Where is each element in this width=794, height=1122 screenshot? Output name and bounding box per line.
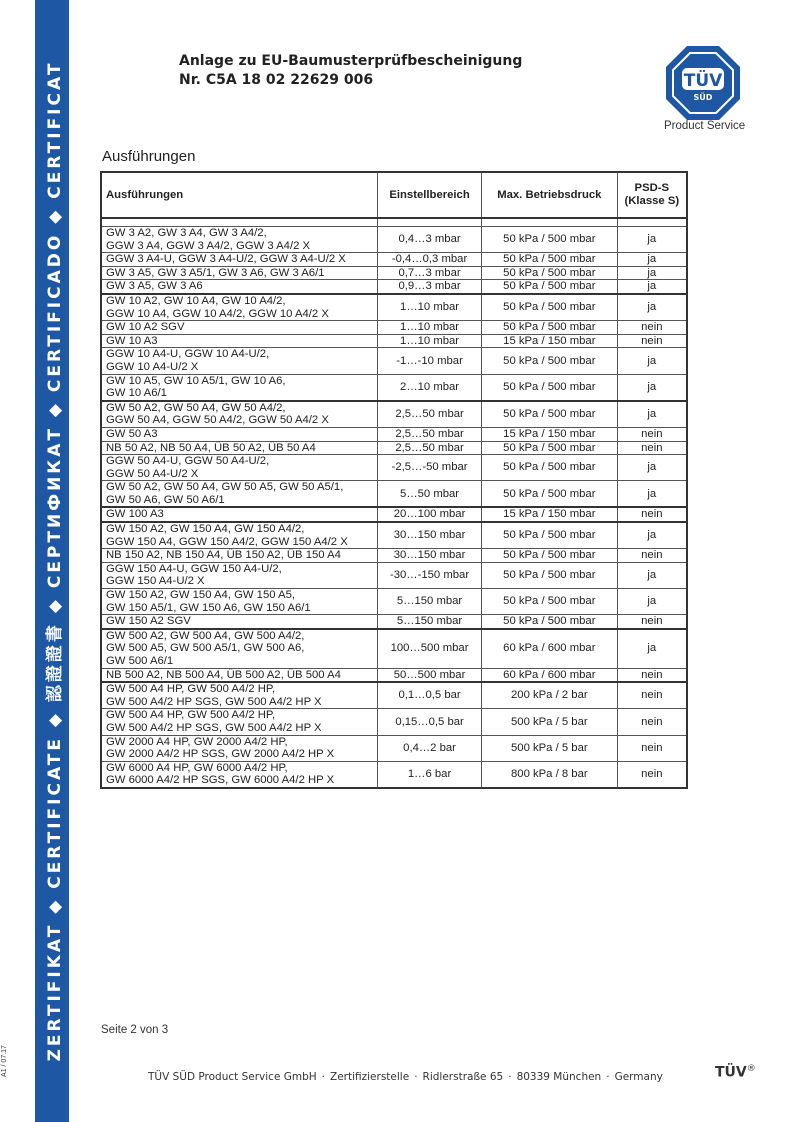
table-row [101, 522, 687, 549]
psd-cell: nein [617, 709, 687, 735]
table-row [101, 507, 687, 522]
variant-cell: GGW 50 A4-U, GGW 50 A4-U/2, GGW 50 A4-U/2 X [101, 455, 378, 481]
table-row [101, 441, 687, 455]
variant-cell: GW 2000 A4 HP, GW 2000 A4/2 HP, GW 2000 A4/2 HP SGS, GW 2000 A4/2 HP X [101, 735, 378, 761]
pressure-cell: 50 kPa / 500 mbar [482, 615, 618, 629]
variant-cell: NB 500 A2, NB 500 A4, ÜB 500 A2, ÜB 500 A4 [101, 668, 378, 682]
pressure-cell: 50 kPa / 500 mbar [482, 321, 618, 335]
table-row [101, 562, 687, 588]
psd-cell: ja [617, 589, 687, 615]
pressure-cell: 15 kPa / 150 mbar [482, 427, 618, 441]
variant-cell: GW 50 A2, GW 50 A4, GW 50 A4/2, GGW 50 A4, GGW 50 A4/2, GGW 50 A4/2 X [101, 401, 378, 428]
section-heading: Ausführungen [102, 148, 196, 165]
range-cell: -1…-10 mbar [378, 348, 482, 374]
variant-cell: GW 150 A2, GW 150 A4, GW 150 A5, GW 150 A5/1, GW 150 A6, GW 150 A6/1 [101, 589, 378, 615]
pressure-cell: 50 kPa / 500 mbar [482, 253, 618, 267]
variant-cell: GW 10 A2, GW 10 A4, GW 10 A4/2, GGW 10 A4, GGW 10 A4/2, GGW 10 A4/2 X [101, 294, 378, 321]
pressure-cell: 50 kPa / 500 mbar [482, 374, 618, 401]
footer-separator: · [414, 1071, 418, 1083]
pressure-cell: 50 kPa / 500 mbar [482, 455, 618, 481]
variant-cell: GW 500 A4 HP, GW 500 A4/2 HP, GW 500 A4/2 HP SGS, GW 500 A4/2 HP X [101, 682, 378, 709]
range-cell: 2,5…50 mbar [378, 427, 482, 441]
table-row [101, 266, 687, 280]
range-cell: 30…150 mbar [378, 549, 482, 563]
table-spacer-row [101, 218, 687, 227]
pressure-cell: 50 kPa / 500 mbar [482, 562, 618, 588]
pressure-cell: 15 kPa / 150 mbar [482, 334, 618, 348]
range-cell: 0,15…0,5 bar [378, 709, 482, 735]
table-row [101, 735, 687, 761]
pressure-cell: 60 kPa / 600 mbar [482, 668, 618, 682]
table-row [101, 334, 687, 348]
table-row [101, 629, 687, 668]
footer-logo-text: TÜV [715, 1064, 747, 1081]
registered-mark: ® [746, 1064, 756, 1074]
footer-separator: · [508, 1071, 512, 1083]
psd-cell: ja [617, 227, 687, 253]
logo-text-bottom: SÜD [693, 93, 713, 102]
variant-cell: GW 10 A3 [101, 334, 378, 348]
range-cell: 5…150 mbar [378, 615, 482, 629]
psd-cell: ja [617, 253, 687, 267]
psd-cell: ja [617, 562, 687, 588]
table-row [101, 668, 687, 682]
table-row [101, 709, 687, 735]
variant-cell: NB 50 A2, NB 50 A4, ÜB 50 A2, ÜB 50 A4 [101, 441, 378, 455]
table-row [101, 348, 687, 374]
range-cell: -2,5…-50 mbar [378, 455, 482, 481]
pressure-cell: 50 kPa / 500 mbar [482, 227, 618, 253]
psd-cell: ja [617, 374, 687, 401]
side-banner-text: ZERTIFIKAT ◆ CERTIFICATE ◆ 認證證書 ◆ СЕРТИФИКАТ ◆ CERTIFICADO ◆ CERTIFICAT [44, 60, 65, 1062]
psd-cell: nein [617, 615, 687, 629]
footer-country: Germany [614, 1071, 663, 1083]
pressure-cell: 50 kPa / 500 mbar [482, 266, 618, 280]
product-service-label: Product Service [664, 120, 746, 132]
range-cell: 0,4…3 mbar [378, 227, 482, 253]
footer-separator: · [321, 1071, 326, 1083]
header-psd: PSD-S (Klasse S) [617, 172, 687, 218]
range-cell: 0,4…2 bar [378, 735, 482, 761]
pressure-cell: 60 kPa / 600 mbar [482, 629, 618, 668]
table-row [101, 589, 687, 615]
footer-address [148, 1071, 663, 1083]
footer-tuv-logo [715, 1064, 756, 1081]
variant-cell: GW 50 A3 [101, 427, 378, 441]
table-row [101, 455, 687, 481]
table-header-row [101, 172, 687, 218]
variant-cell: GW 100 A3 [101, 507, 378, 522]
footer-separator: · [606, 1071, 610, 1083]
pressure-cell: 50 kPa / 500 mbar [482, 294, 618, 321]
variant-cell: GW 50 A2, GW 50 A4, GW 50 A5, GW 50 A5/1, GW 50 A6, GW 50 A6/1 [101, 481, 378, 508]
table-row [101, 682, 687, 709]
range-cell: 2…10 mbar [378, 374, 482, 401]
psd-cell: nein [617, 735, 687, 761]
footer-department: Zertifizierstelle [330, 1071, 410, 1083]
psd-cell: nein [617, 334, 687, 348]
header-pressure: Max. Betriebsdruck [482, 172, 618, 218]
table-row [101, 374, 687, 401]
psd-cell: nein [617, 441, 687, 455]
pressure-cell: 800 kPa / 8 bar [482, 761, 618, 788]
pressure-cell: 50 kPa / 500 mbar [482, 549, 618, 563]
variant-cell: GW 3 A5, GW 3 A6 [101, 280, 378, 294]
variant-cell: GW 10 A5, GW 10 A5/1, GW 10 A6, GW 10 A6/1 [101, 374, 378, 401]
range-cell: 30…150 mbar [378, 522, 482, 549]
psd-cell: ja [617, 629, 687, 668]
range-cell: -0,4…0,3 mbar [378, 253, 482, 267]
variant-cell: GGW 3 A4-U, GGW 3 A4-U/2, GGW 3 A4-U/2 X [101, 253, 378, 267]
range-cell: 0,9…3 mbar [378, 280, 482, 294]
psd-cell: ja [617, 266, 687, 280]
range-cell: 5…50 mbar [378, 481, 482, 508]
pressure-cell: 50 kPa / 500 mbar [482, 401, 618, 428]
footer-street: Ridlerstraße 65 [422, 1071, 504, 1083]
logo-text-top: TÜV [683, 71, 723, 91]
variant-cell: GW 3 A2, GW 3 A4, GW 3 A4/2, GGW 3 A4, GGW 3 A4/2, GGW 3 A4/2 X [101, 227, 378, 253]
pressure-cell: 500 kPa / 5 bar [482, 735, 618, 761]
psd-cell: ja [617, 481, 687, 508]
table-row [101, 481, 687, 508]
table-row [101, 280, 687, 294]
range-cell: 2,5…50 mbar [378, 401, 482, 428]
range-cell: 1…10 mbar [378, 294, 482, 321]
pressure-cell: 15 kPa / 150 mbar [482, 507, 618, 522]
table-row [101, 401, 687, 428]
variant-cell: GGW 10 A4-U, GGW 10 A4-U/2, GGW 10 A4-U/2 X [101, 348, 378, 374]
psd-cell: nein [617, 507, 687, 522]
variant-cell: GW 3 A5, GW 3 A5/1, GW 3 A6, GW 3 A6/1 [101, 266, 378, 280]
range-cell: 0,1…0,5 bar [378, 682, 482, 709]
range-cell: 2,5…50 mbar [378, 441, 482, 455]
range-cell: 1…10 mbar [378, 321, 482, 335]
pressure-cell: 50 kPa / 500 mbar [482, 280, 618, 294]
pressure-cell: 50 kPa / 500 mbar [482, 441, 618, 455]
pressure-cell: 50 kPa / 500 mbar [482, 481, 618, 508]
table-row [101, 615, 687, 629]
pressure-cell: 50 kPa / 500 mbar [482, 589, 618, 615]
pressure-cell: 200 kPa / 2 bar [482, 682, 618, 709]
tuv-sud-logo [664, 44, 742, 122]
variant-cell: GW 500 A4 HP, GW 500 A4/2 HP, GW 500 A4/2 HP SGS, GW 500 A4/2 HP X [101, 709, 378, 735]
range-cell: 1…6 bar [378, 761, 482, 788]
range-cell: 0,7…3 mbar [378, 266, 482, 280]
psd-cell: ja [617, 401, 687, 428]
variant-cell: GW 10 A2 SGV [101, 321, 378, 335]
variant-cell: GW 150 A2, GW 150 A4, GW 150 A4/2, GGW 150 A4, GGW 150 A4/2, GGW 150 A4/2 X [101, 522, 378, 549]
variant-cell: GGW 150 A4-U, GGW 150 A4-U/2, GGW 150 A4-U/2 X [101, 562, 378, 588]
footer-company: TÜV SÜD Product Service GmbH [148, 1071, 317, 1083]
table-row [101, 321, 687, 335]
range-cell: 50…500 mbar [378, 668, 482, 682]
pressure-cell: 50 kPa / 500 mbar [482, 522, 618, 549]
pressure-cell: 50 kPa / 500 mbar [482, 348, 618, 374]
psd-cell: ja [617, 455, 687, 481]
header-variants: Ausführungen [101, 172, 378, 218]
psd-cell: ja [617, 294, 687, 321]
variant-cell: GW 6000 A4 HP, GW 6000 A4/2 HP, GW 6000 A4/2 HP SGS, GW 6000 A4/2 HP X [101, 761, 378, 788]
page-number: Seite 2 von 3 [101, 1024, 169, 1036]
variants-table [100, 171, 688, 789]
psd-cell: nein [617, 427, 687, 441]
form-code: A1 / 07.17 [1, 1045, 8, 1077]
psd-cell: nein [617, 549, 687, 563]
variant-cell: GW 150 A2 SGV [101, 615, 378, 629]
pressure-cell: 500 kPa / 5 bar [482, 709, 618, 735]
variant-cell: NB 150 A2, NB 150 A4, ÜB 150 A2, ÜB 150 A4 [101, 549, 378, 563]
table-row [101, 549, 687, 563]
range-cell: -30…-150 mbar [378, 562, 482, 588]
table-row [101, 294, 687, 321]
psd-cell: ja [617, 522, 687, 549]
footer-city: 80339 München [516, 1071, 602, 1083]
title-line-2: Nr. C5A 18 02 22629 006 [179, 72, 374, 88]
range-cell: 1…10 mbar [378, 334, 482, 348]
document-title [179, 52, 522, 90]
range-cell: 20…100 mbar [378, 507, 482, 522]
range-cell: 100…500 mbar [378, 629, 482, 668]
table-row [101, 253, 687, 267]
table-row [101, 427, 687, 441]
psd-cell: nein [617, 682, 687, 709]
header-range: Einstellbereich [378, 172, 482, 218]
title-line-1: Anlage zu EU-Baumusterprüfbescheinigung [179, 53, 523, 69]
psd-cell: nein [617, 668, 687, 682]
table-row [101, 227, 687, 253]
range-cell: 5…150 mbar [378, 589, 482, 615]
psd-cell: nein [617, 761, 687, 788]
variant-cell: GW 500 A2, GW 500 A4, GW 500 A4/2, GW 500 A5, GW 500 A5/1, GW 500 A6, GW 500 A6/1 [101, 629, 378, 668]
psd-cell: ja [617, 280, 687, 294]
table-row [101, 761, 687, 788]
psd-cell: ja [617, 348, 687, 374]
psd-cell: nein [617, 321, 687, 335]
